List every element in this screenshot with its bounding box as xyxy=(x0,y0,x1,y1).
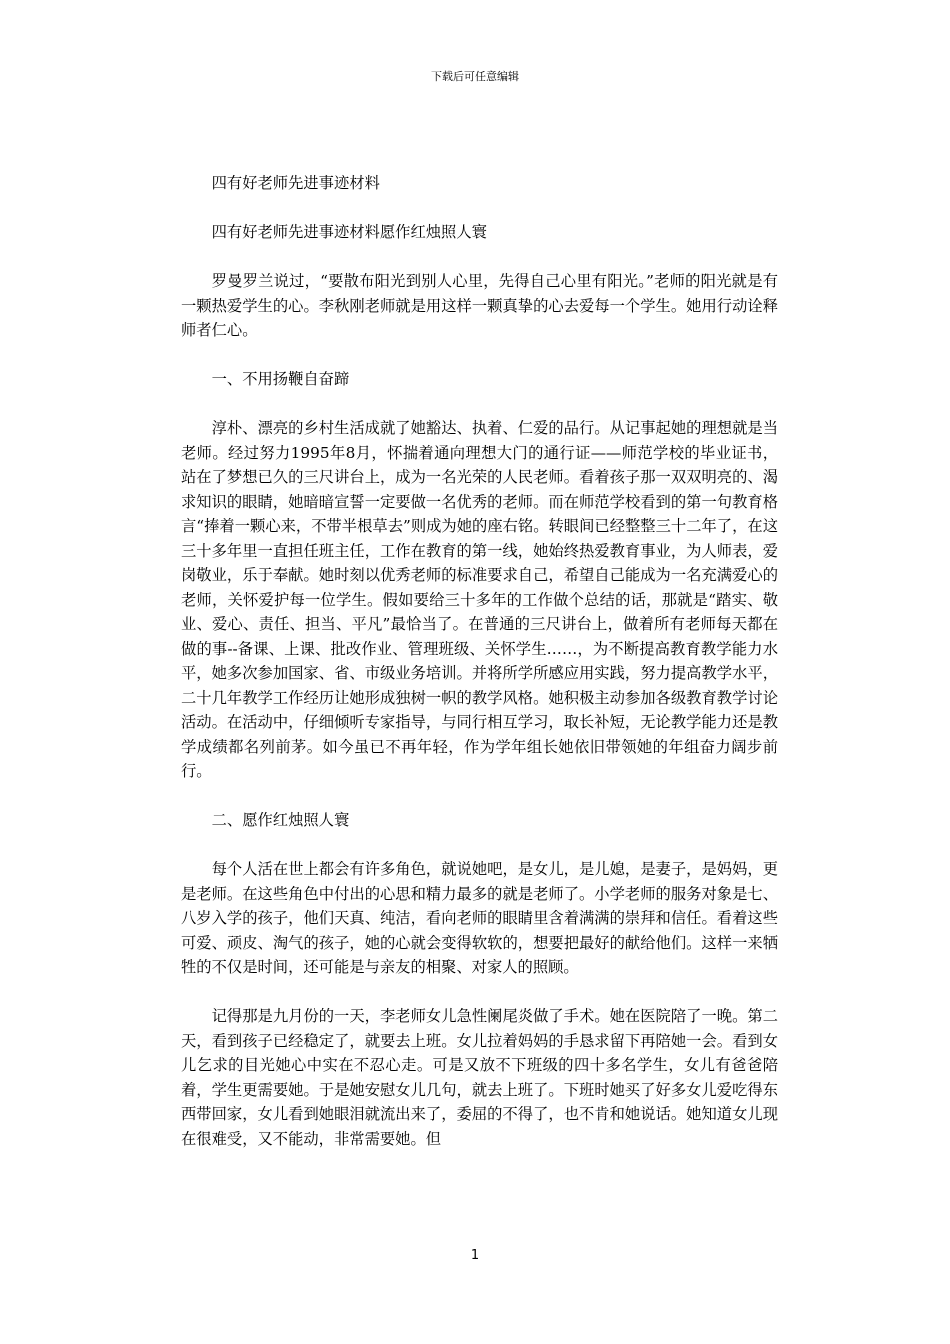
body-paragraph: 记得那是九月份的一天，李老师女儿急性阑尾炎做了手术。她在医院陪了一晚。第二天，看到孩子已经稳定了，就要去上班。女儿拉着妈妈的手恳求留下再陪她一会。看到女儿乞求的目光她心中实在不忍心走。可是又放不下班级的四十多名学生，女儿有爸爸陪着，学生更需要她。于是她安慰女儿几句，就去上班了。下班时她买了好多女儿爱吃得东西带回家，女儿看到她眼泪就流出来了，委屈的不得了，也不肯和她说话。她知道女儿现在很难受，又不能动，非常需要她。但 xyxy=(181,1007,778,1148)
page-header: 下载后可任意编辑 xyxy=(431,70,519,83)
document-subtitle: 四有好老师先进事迹材料愿作红烛照人寰 xyxy=(211,223,487,241)
document-title: 四有好老师先进事迹材料 xyxy=(211,174,380,192)
body-paragraph: 淳朴、漂亮的乡村生活成就了她豁达、执着、仁爱的品行。从记事起她的理想就是当老师。经过努力1995年8月，怀揣着通向理想大门的通行证——师范学校的毕业证书，站在了梦想已久的三尺讲台上，成为一名光荣的人民老师。看着孩子那一双双明亮的、渴求知识的眼睛，她暗暗宣誓一定要做一名优秀的老师。而在师范学校看到的第一句教育格言“捧着一颗心来，不带半根草去”则成为她的座右铭。转眼间已经整整三十二年了，在这三十多年里一直担任班主任，工作在教育的第一线，她始终热爱教育事业，为人师表，爱岗敬业，乐于奉献。她时刻以优秀老师的标准要求自己，希望自己能成为一名充满爱心的老师，关怀爱护每一位学生。假如要给三十多年的工作做个总结的话，那就是“踏实、敬业、爱心、责任、担当、平凡”最恰当了。在普通的三尺讲台上，做着所有老师每天都在做的事--备课、上课、批改作业、管理班级、关怀学生……，为不断提高教育教学能力水平，她多次参加国家、省、市级业务培训。并将所学所感应用实践，努力提高教学水平，二十几年教学工作经历让她形成独树一帜的教学风格。她积极主动参加各级教育教学讨论活动。在活动中，仔细倾听专家指导，与同行相互学习，取长补短，无论教学能力还是教学成绩都名列前茅。如今虽已不再年轻，作为学年组长她依旧带领她的年组奋力阔步前行。 xyxy=(181,419,778,780)
document-body xyxy=(181,171,778,1151)
page-number: 1 xyxy=(470,1248,480,1263)
section-heading-2: 二、愿作红烛照人寰 xyxy=(211,811,350,829)
body-paragraph: 每个人活在世上都会有许多角色，就说她吧，是女儿，是儿媳，是妻子，是妈妈，更是老师。在这些角色中付出的心思和精力最多的就是老师了。小学老师的服务对象是七、八岁入学的孩子，他们天真、纯洁，看向老师的眼睛里含着满满的崇拜和信任。看着这些可爱、顽皮、淘气的孩子，她的心就会变得软软的，想要把最好的献给他们。这样一来牺牲的不仅是时间，还可能是与亲友的相聚、对家人的照顾。 xyxy=(181,860,778,976)
section-heading-1: 一、不用扬鞭自奋蹄 xyxy=(211,370,350,388)
intro-paragraph: 罗曼罗兰说过，“要散布阳光到别人心里，先得自己心里有阳光。”老师的阳光就是有一颗热爱学生的心。李秋刚老师就是用这样一颗真挚的心去爱每一个学生。她用行动诠释师者仁心。 xyxy=(181,272,778,339)
